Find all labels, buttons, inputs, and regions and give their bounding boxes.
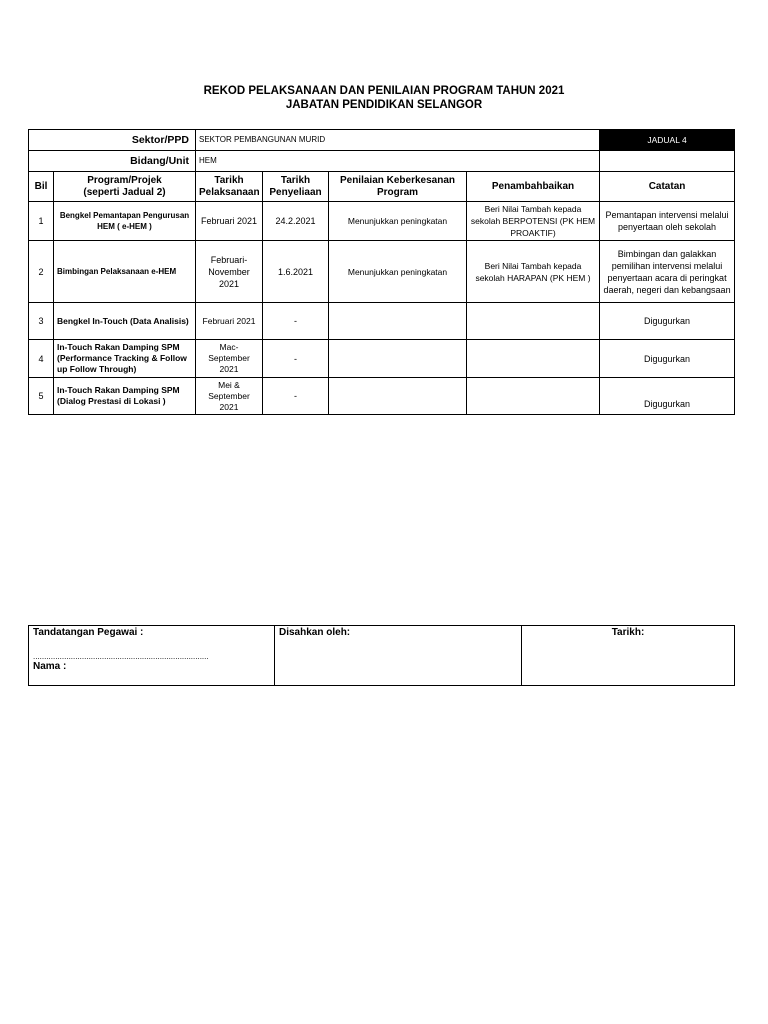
disahkan-label: Disahkan oleh:	[279, 627, 351, 638]
col-tarikh-penyeliaan	[263, 172, 329, 202]
signature-cell	[29, 626, 275, 686]
row-bil: 5	[29, 378, 54, 415]
row-penambahbaikan	[467, 340, 600, 378]
signature-label: Tandatangan Pegawai :	[33, 627, 144, 638]
bidang-label: Bidang/Unit	[29, 151, 196, 172]
table-row	[29, 303, 735, 340]
row-catatan: Digugurkan	[600, 340, 735, 378]
row-penambahbaikan	[467, 378, 600, 415]
col-penilaian-line1: Penilaian Keberkesanan	[339, 174, 456, 186]
col-penilaian-line2: Program	[376, 186, 419, 198]
row-tarikh-pelaksanaan: Februari 2021	[196, 202, 263, 241]
row-penambahbaikan: Beri Nilai Tambah kepada sekolah BERPOTENSI (PK HEM PROAKTIF)	[467, 202, 600, 241]
row-bil: 4	[29, 340, 54, 378]
row-bil: 3	[29, 303, 54, 340]
tarikh-cell	[522, 626, 735, 686]
row-program: In-Touch Rakan Damping SPM (Performance Tracking & Follow up Follow Through)	[54, 340, 196, 378]
row-tarikh-penyeliaan: 1.6.2021	[263, 241, 329, 303]
row-tarikh-pelaksanaan: Mei & September 2021	[196, 378, 263, 415]
sektor-row	[29, 130, 735, 151]
col-tarikh-pel-line2: Pelaksanaan	[199, 186, 260, 198]
col-penilaian	[329, 172, 467, 202]
table-row	[29, 340, 735, 378]
col-tarikh-peny-line1: Tarikh	[280, 174, 311, 186]
row-program: Bengkel In-Touch (Data Analisis)	[54, 303, 196, 340]
row-catatan: Digugurkan	[600, 303, 735, 340]
row-tarikh-penyeliaan: -	[263, 303, 329, 340]
col-program	[54, 172, 196, 202]
table-row	[29, 202, 735, 241]
row-program: Bimbingan Pelaksanaan e-HEM	[54, 241, 196, 303]
row-tarikh-pelaksanaan: Mac-September 2021	[196, 340, 263, 378]
col-penambahbaikan: Penambahbaikan	[467, 172, 600, 202]
signature-line: ...............................................................................	[33, 652, 209, 661]
table-row	[29, 378, 735, 415]
row-catatan: Pemantapan intervensi melalui penyertaan oleh sekolah	[600, 202, 735, 241]
row-tarikh-penyeliaan: 24.2.2021	[263, 202, 329, 241]
row-penilaian	[329, 340, 467, 378]
nama-label: Nama :	[33, 661, 67, 672]
document-title: REKOD PELAKSANAAN DAN PENILAIAN PROGRAM TAHUN 2021	[203, 85, 565, 97]
document-subtitle: JABATAN PENDIDIKAN SELANGOR	[285, 99, 483, 111]
col-tarikh-pelaksanaan	[196, 172, 263, 202]
row-catatan: Digugurkan	[600, 378, 735, 415]
column-header-row	[29, 172, 735, 202]
tarikh-label: Tarikh:	[611, 627, 645, 638]
col-program-line1: Program/Projek	[87, 174, 162, 186]
row-penambahbaikan: Beri Nilai Tambah kepada sekolah HARAPAN (PK HEM )	[467, 241, 600, 303]
row-program: In-Touch Rakan Damping SPM (Dialog Prestasi di Lokasi )	[54, 378, 196, 415]
signoff-table	[28, 625, 735, 686]
bidang-row	[29, 151, 735, 172]
sektor-value: SEKTOR PEMBANGUNAN MURID	[196, 130, 600, 151]
row-penilaian	[329, 303, 467, 340]
row-tarikh-pelaksanaan: Februari 2021	[196, 303, 263, 340]
row-penambahbaikan	[467, 303, 600, 340]
col-tarikh-pel-line1: Tarikh	[214, 174, 244, 186]
bidang-empty-cell	[600, 151, 735, 172]
col-catatan: Catatan	[600, 172, 735, 202]
row-program: Bengkel Pemantapan Pengurusan HEM ( e-HEM )	[54, 202, 196, 241]
row-catatan: Bimbingan dan galakkan pemilihan intervensi melalui penyertaan acara di peringkat daerah, negeri dan kebangsaan	[600, 241, 735, 303]
sektor-label: Sektor/PPD	[29, 130, 196, 151]
jadual-badge: JADUAL 4	[600, 130, 735, 151]
row-bil: 1	[29, 202, 54, 241]
disahkan-cell	[275, 626, 522, 686]
row-tarikh-penyeliaan: -	[263, 378, 329, 415]
row-penilaian: Menunjukkan peningkatan	[329, 241, 467, 303]
bidang-value: HEM	[196, 151, 600, 172]
row-bil: 2	[29, 241, 54, 303]
row-penilaian: Menunjukkan peningkatan	[329, 202, 467, 241]
col-tarikh-peny-line2: Penyeliaan	[269, 186, 322, 198]
col-program-line2: (seperti Jadual 2)	[83, 186, 166, 198]
row-tarikh-pelaksanaan: Februari-November 2021	[196, 241, 263, 303]
table-row	[29, 241, 735, 303]
col-bil: Bil	[29, 172, 54, 202]
row-tarikh-penyeliaan: -	[263, 340, 329, 378]
row-penilaian	[329, 378, 467, 415]
program-table	[28, 129, 735, 415]
